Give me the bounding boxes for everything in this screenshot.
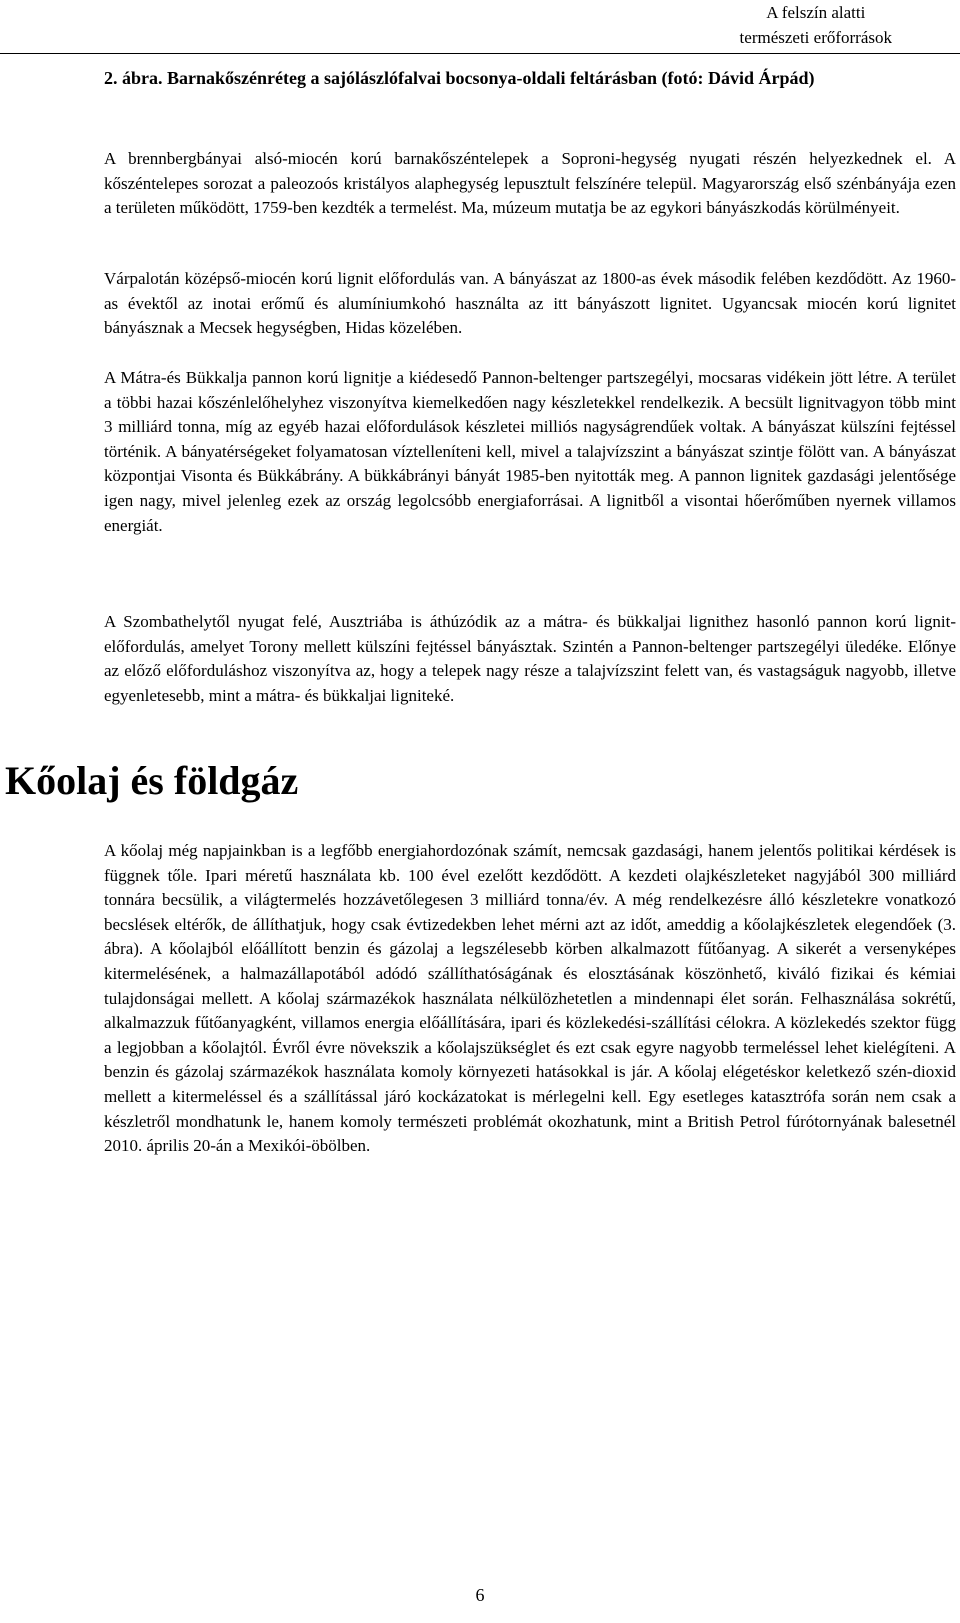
paragraph-koolaj: A kőolaj még napjainkban is a legfőbb energiahordozónak számít, nemcsak gazdasági, hanem jelentős politikai kérdések is függnek tőle. Ipari méretű használata kb. 100 ével ezelőtt kezdődött. A kezdeti olajkészleteket nagyjából 300 milliárd tonnára becsülik, a világtermelés hozzávetőlegesen 3 milliárd tonna/év. A még rendelkezésre álló készletekre vonatkozó becslések eltérők, de állíthatjuk, hogy csak évtizedekben lehet mérni azt az időt, ameddig a kőolajkészletek elegendőek (3. ábra). A kőolajból előállított benzin és gázolaj a legszélesebb körben alkalmazott fűtőanyag. A sikerét a versenyképes kitermelésének, a halmazállapotából adódó szállíthatóságának és elosztásának köszönhető, kiváló fizikai és kémiai tulajdonságai mellett. A kőolaj származékok használata nélkülözhetetlen a mindennapi élet során. Felhasználása sokrétű, alkalmazzuk fűtőanyagként, villamos energia előállítására, ipari és közlekedési-szállítási célokra. A közlekedés szektor függ a legjobban a kőolajtól. Évről évre növekszik a kőolajszükséglet és ezt csak egyre nagyobb termeléssel lehet kielégíteni. A benzin és gázolaj származékok használata komoly környezeti hatásokkal is jár. A kőolaj elégetéskor keletkező szén-dioxid mellett a kitermeléssel és a szállítással járó kockázatokat is mérlegelni kell. Egy esetleges katasztrófa során nem csak a készletről mondhatunk le, hanem komoly természeti problémát okozhatunk, mint a British Petrol fúrótornyának balesetnél 2010. április 20-án a Mexikói-öbölben. [104,841,956,1156]
paragraph-szombathely: A Szombathelytől nyugat felé, Ausztriába is áthúzódik az a mátra- és bükkaljai lignithez hasonló pannon korú lignit-előfordulás, amelyet Torony mellett külszíni fejtéssel bányásztak. Szintén a Pannon-beltenger partszegélyi üledéke. Előnye az előző előforduláshoz viszonyítva az, hogy a telepek nagy része a talajvízszint felett van, és vastagságuk nagyobb, illetve egyenletesebb, mint a mátra- és bükkaljai ligniteké. [104,612,956,705]
figure-caption: 2. ábra. Barnakőszénréteg a sajólászlófalvai bocsonya-oldali feltárásban (fotó: Dávid Árpád) [104,68,815,88]
paragraph-brennberg: A brennbergbányai alsó-miocén korú barnakőszéntelepek a Soproni-hegység nyugati részén helyezkednek el. A kőszéntelepes sorozat a paleozoós kristályos alaphegység lepusztult felszínére települ. Magyarország első szénbányája ezen a területen működött, 1759-ben kezdték a termelést. Ma, múzeum mutatja be az egykori bányászkodás körülményeit. [104,149,956,218]
paragraph-varpalota: Várpalotán középső-miocén korú lignit előfordulás van. A bányászat az 1800-as évek második felében kezdődött. Az 1960-as évektől az inotai erőmű és alumíniumkohó használta az itt bányászott lignitet. Ugyancsak miocén korú lignitet bányásznak a Mecsek hegységben, Hidas közelében. [104,269,956,338]
page-number: 6 [475,1585,485,1605]
running-header-line-2: természeti erőforrások [739,28,892,47]
header-rule [0,53,960,54]
section-title: Kőolaj és földgáz [5,758,299,803]
paragraph-matra: A Mátra-és Bükkalja pannon korú lignitje a kiédesedő Pannon-beltenger partszegélyi, mocsaras vidékein jött létre. A terület a többi hazai kőszénlelőhelyhez viszonyítva kiemelkedően nagy készletekkel rendelkezik. A becsült lignitvagyon több mint 3 milliárd tonna, míg az egyéb hazai előfordulások készletei milliós nagyságrendűek voltak. A bányászat külszíni fejtéssel történik. A bányatérségeket folyamatosan víztelleníteni kell, mivel a talajvízszint a bányászat szintje fölött van. A bányászat központjai Visonta és Bükkábrány. A bükkábrányi bányát 1985-ben nyitották meg. A pannon lignitek gazdasági jelentősége igen nagy, mivel jelenleg ezek az ország legolcsóbb energiaforrásai. A lignitből a visontai hőerőműben nyernek villamos energiát. [104,368,956,535]
running-header-line-1: A felszín alatti [766,3,866,22]
running-header [740,0,892,50]
